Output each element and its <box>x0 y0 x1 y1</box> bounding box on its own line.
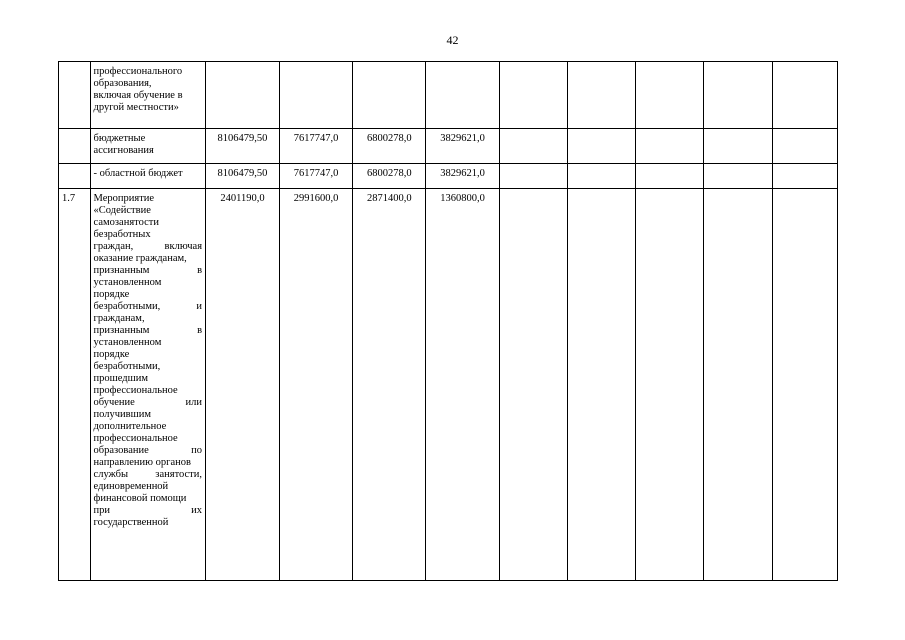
empty-cell <box>772 164 838 189</box>
description-line: - областной бюджет <box>93 168 183 179</box>
row-index-cell <box>59 129 91 164</box>
empty-cell <box>772 129 838 164</box>
value-cell: 8106479,50 <box>206 129 280 164</box>
description-line: граждан, включая <box>93 241 203 252</box>
description-line: профессиональное <box>93 385 178 396</box>
budget-table <box>58 61 905 581</box>
value-cell: 6800278,0 <box>353 164 426 189</box>
value-cell: 7617747,0 <box>279 129 352 164</box>
row-description-cell <box>90 129 205 164</box>
table-row <box>59 129 905 164</box>
value-cell: 2991600,0 <box>279 189 352 581</box>
value-cell: 6800278,0 <box>353 129 426 164</box>
value-cell: 7617747,0 <box>279 164 352 189</box>
empty-cell <box>567 189 635 581</box>
description-line: направлению органов <box>93 457 191 468</box>
description-line: порядке <box>93 289 130 300</box>
empty-cell <box>636 129 704 164</box>
description-line: ассигнования <box>93 145 154 156</box>
description-line: «Содействие <box>93 205 151 216</box>
description-line: службы занятости, <box>93 469 203 480</box>
empty-cell <box>499 189 567 581</box>
empty-cell <box>636 164 704 189</box>
description-line: дополнительное <box>93 421 167 432</box>
description-line: государственной <box>93 517 169 528</box>
description-line: безработных <box>93 229 151 240</box>
description-line: при их <box>93 505 203 516</box>
empty-cell <box>499 62 567 129</box>
description-line: профессионального <box>93 66 183 77</box>
page-number: 42 <box>446 33 459 47</box>
description-line: бюджетные <box>93 133 146 144</box>
row-index-cell <box>59 164 91 189</box>
description-line: получившим <box>93 409 151 420</box>
value-cell: 1360800,0 <box>426 189 499 581</box>
description-line: порядке <box>93 349 130 360</box>
empty-cell <box>704 129 772 164</box>
description-line: образование по <box>93 445 203 456</box>
empty-cell <box>567 62 635 129</box>
description-line: самозанятости <box>93 217 159 228</box>
value-cell <box>353 62 426 129</box>
empty-cell <box>772 62 838 129</box>
row-description-cell <box>90 62 205 129</box>
description-line: оказание гражданам, <box>93 253 187 264</box>
description-line: признанным в <box>93 265 203 276</box>
description-line: обучение или <box>93 397 203 408</box>
description-line: финансовой помощи <box>93 493 187 504</box>
empty-cell <box>704 62 772 129</box>
empty-cell <box>772 189 838 581</box>
value-cell: 8106479,50 <box>206 164 280 189</box>
row-index-cell: 1.7 <box>59 189 91 581</box>
empty-cell <box>704 164 772 189</box>
value-cell: 3829621,0 <box>426 129 499 164</box>
empty-cell <box>636 189 704 581</box>
value-cell: 3829621,0 <box>426 164 499 189</box>
table-row <box>59 189 905 581</box>
value-cell: 2401190,0 <box>206 189 280 581</box>
empty-cell <box>704 189 772 581</box>
description-line: Мероприятие <box>93 193 155 204</box>
empty-cell <box>636 62 704 129</box>
description-line: единовременной <box>93 481 169 492</box>
description-line: безработными, и <box>93 301 203 312</box>
empty-cell <box>499 164 567 189</box>
table-row <box>59 62 905 129</box>
empty-cell <box>499 129 567 164</box>
row-index-cell <box>59 62 91 129</box>
row-description-cell <box>90 189 205 581</box>
description-line: другой местности» <box>93 102 179 113</box>
value-cell <box>426 62 499 129</box>
description-line: включая обучение в <box>93 90 183 101</box>
table-row <box>59 164 905 189</box>
description-line: гражданам, <box>93 313 145 324</box>
description-line: безработными, <box>93 361 161 372</box>
empty-cell <box>567 129 635 164</box>
description-line: профессиональное <box>93 433 178 444</box>
empty-cell <box>567 164 635 189</box>
description-line: установленном <box>93 277 162 288</box>
description-line: признанным в <box>93 325 203 336</box>
value-cell <box>279 62 352 129</box>
description-line: образования, <box>93 78 152 89</box>
row-description-cell <box>90 164 205 189</box>
value-cell: 2871400,0 <box>353 189 426 581</box>
description-line: установленном <box>93 337 162 348</box>
value-cell <box>206 62 280 129</box>
description-line: прошедшим <box>93 373 148 384</box>
